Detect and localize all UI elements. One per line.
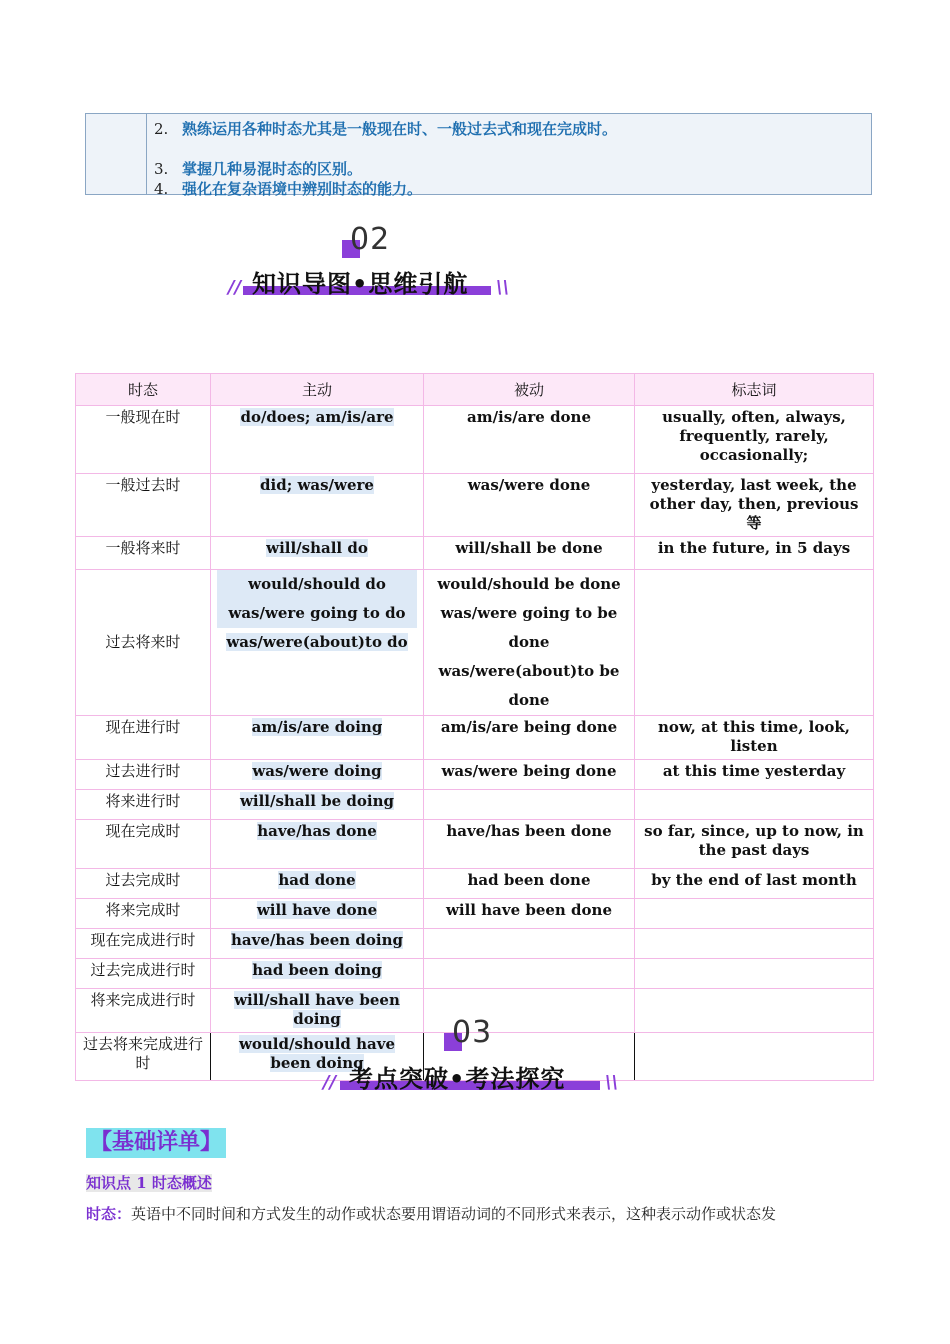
- cell-tense: 将来完成进行时: [76, 989, 211, 1033]
- cell-passive: am/is/are being done: [424, 716, 635, 760]
- cell-active: am/is/are doing: [211, 716, 424, 760]
- cell-passive: was/were being done: [424, 760, 635, 790]
- section-number: 02: [350, 222, 391, 257]
- objective-item: 4. 强化在复杂语境中辨别时态的能力。: [154, 180, 423, 198]
- table-row: [76, 760, 874, 790]
- cell-tense: 过去将来时: [76, 570, 211, 716]
- cell-passive: [424, 929, 635, 959]
- section-title: 考点突破•考法探究: [349, 1065, 566, 1093]
- cell-active: will/shall be doing: [211, 790, 424, 820]
- header-markers: 标志词: [635, 374, 874, 406]
- cell-markers: [635, 929, 874, 959]
- decorative-slash-right: \\: [496, 277, 510, 298]
- header-active: 主动: [211, 374, 424, 406]
- section-number: 03: [452, 1015, 493, 1050]
- table-header-row: [76, 374, 874, 406]
- basics-badge: 【基础详单】: [86, 1128, 226, 1158]
- cell-markers: [635, 1033, 874, 1081]
- cell-passive: would/should be done was/were going to be done was/were(about)to be done: [424, 570, 635, 716]
- section-title: 知识导图•思维引航: [252, 270, 469, 298]
- paragraph-text: 英语中不同时间和方式发生的动作或状态要用谓语动词的不同形式来表示，这种表示动作或状态发: [131, 1205, 777, 1223]
- cell-markers: [635, 959, 874, 989]
- table-row: [76, 820, 874, 869]
- cell-tense: 现在完成时: [76, 820, 211, 869]
- cell-active: would/should do was/were going to do was/were(about)to do: [211, 570, 424, 716]
- tense-definition-paragraph: [86, 1203, 776, 1224]
- cell-active: will/shall do: [211, 537, 424, 570]
- cell-tense: 过去将来完成进行时: [76, 1033, 211, 1081]
- cell-markers: so far, since, up to now, in the past days: [635, 820, 874, 869]
- table-row: [76, 474, 874, 537]
- table-row: [76, 959, 874, 989]
- knowledge-point-heading: 知识点 1 时态概述: [86, 1174, 212, 1192]
- cell-markers: yesterday, last week, the other day, then, previous 等: [635, 474, 874, 537]
- cell-passive: am/is/are done: [424, 406, 635, 474]
- cell-active: had done: [211, 869, 424, 899]
- cell-markers: [635, 899, 874, 929]
- cell-markers: usually, often, always, frequently, rarely, occasionally;: [635, 406, 874, 474]
- cell-tense: 过去完成时: [76, 869, 211, 899]
- cell-tense: 现在进行时: [76, 716, 211, 760]
- table-row: [76, 570, 874, 716]
- cell-passive: [424, 959, 635, 989]
- cell-active: will have done: [211, 899, 424, 929]
- cell-active: had been doing: [211, 959, 424, 989]
- cell-passive: [424, 790, 635, 820]
- cell-active: did; was/were: [211, 474, 424, 537]
- cell-tense: 一般将来时: [76, 537, 211, 570]
- table-row: [76, 899, 874, 929]
- cell-active: do/does; am/is/are: [211, 406, 424, 474]
- cell-passive: will/shall be done: [424, 537, 635, 570]
- cell-passive: was/were done: [424, 474, 635, 537]
- decorative-slash-right: \\: [605, 1072, 619, 1093]
- cell-passive: have/has been done: [424, 820, 635, 869]
- cell-active: was/were doing: [211, 760, 424, 790]
- table-row: [76, 869, 874, 899]
- decorative-slash-left: //: [228, 277, 242, 298]
- table-row: [76, 929, 874, 959]
- cell-active: have/has been doing: [211, 929, 424, 959]
- table-row: [76, 406, 874, 474]
- cell-active: will/shall have been doing: [211, 989, 424, 1033]
- table-row: [76, 537, 874, 570]
- tense-table: [75, 373, 874, 1081]
- paragraph-label: 时态：: [86, 1205, 132, 1223]
- cell-markers: in the future, in 5 days: [635, 537, 874, 570]
- cell-tense: 过去完成进行时: [76, 959, 211, 989]
- table-row: [76, 716, 874, 760]
- objective-item: 3. 掌握几种易混时态的区别。: [154, 160, 363, 178]
- cell-tense: 过去进行时: [76, 760, 211, 790]
- header-passive: 被动: [424, 374, 635, 406]
- cell-passive: will have been done: [424, 899, 635, 929]
- cell-markers: [635, 570, 874, 716]
- cell-tense: 一般过去时: [76, 474, 211, 537]
- decorative-slash-left: //: [323, 1072, 337, 1093]
- cell-tense: 一般现在时: [76, 406, 211, 474]
- cell-markers: now, at this time, look, listen: [635, 716, 874, 760]
- cell-markers: [635, 790, 874, 820]
- cell-active: have/has done: [211, 820, 424, 869]
- cell-markers: by the end of last month: [635, 869, 874, 899]
- objectives-box: [85, 113, 872, 198]
- objective-item: 2. 熟练运用各种时态尤其是一般现在时、一般过去式和现在完成时。: [154, 120, 618, 138]
- cell-tense: 将来进行时: [76, 790, 211, 820]
- header-tense: 时态: [76, 374, 211, 406]
- cell-markers: [635, 989, 874, 1033]
- cell-tense: 现在完成进行时: [76, 929, 211, 959]
- cell-active: would/should have been doing: [211, 1033, 424, 1081]
- cell-passive: had been done: [424, 869, 635, 899]
- objectives-label-column: [86, 114, 147, 194]
- cell-tense: 将来完成时: [76, 899, 211, 929]
- cell-markers: at this time yesterday: [635, 760, 874, 790]
- table-row: [76, 790, 874, 820]
